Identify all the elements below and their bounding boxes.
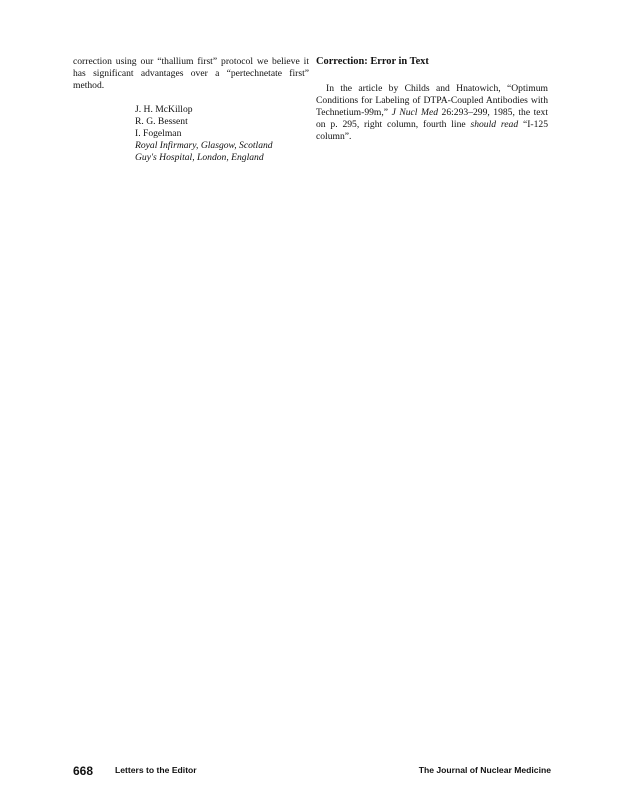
right-column [316, 56, 548, 143]
left-column [73, 56, 309, 164]
author-name: J. H. McKillop [135, 104, 193, 115]
correction-text: “I-125 column”. [316, 119, 549, 142]
section-title: Letters to the Editor [115, 765, 197, 775]
correction-text: 26:293–299, 1985, the text on p. 295, right column, fourth line [316, 107, 548, 130]
journal-abbreviation: J Nucl Med [391, 107, 439, 118]
author-affiliation: Royal Infirmary, Glasgow, Scotland [135, 140, 273, 151]
author-name: I. Fogelman [135, 128, 182, 139]
author-name: R. G. Bessent [135, 116, 188, 127]
journal-title: The Journal of Nuclear Medicine [418, 765, 551, 775]
page-footer [73, 764, 551, 780]
author-affiliation: Guy's Hospital, London, England [135, 152, 264, 163]
emphasis-text: should read [470, 119, 519, 130]
correction-paragraph [316, 83, 548, 143]
continued-paragraph: correction using our “thallium first” protocol we believe it has significant advantages over a “pertechnetate first” method. [73, 56, 309, 91]
page-number: 668 [73, 764, 94, 778]
correction-text: In the article by Childs and Hnatowich, “Optimum Conditions for Labeling of DTPA-Coupled Antibodies with Technetium-99m,” [316, 83, 548, 118]
author-block [135, 104, 309, 164]
correction-heading: Correction: Error in Text [316, 56, 429, 67]
